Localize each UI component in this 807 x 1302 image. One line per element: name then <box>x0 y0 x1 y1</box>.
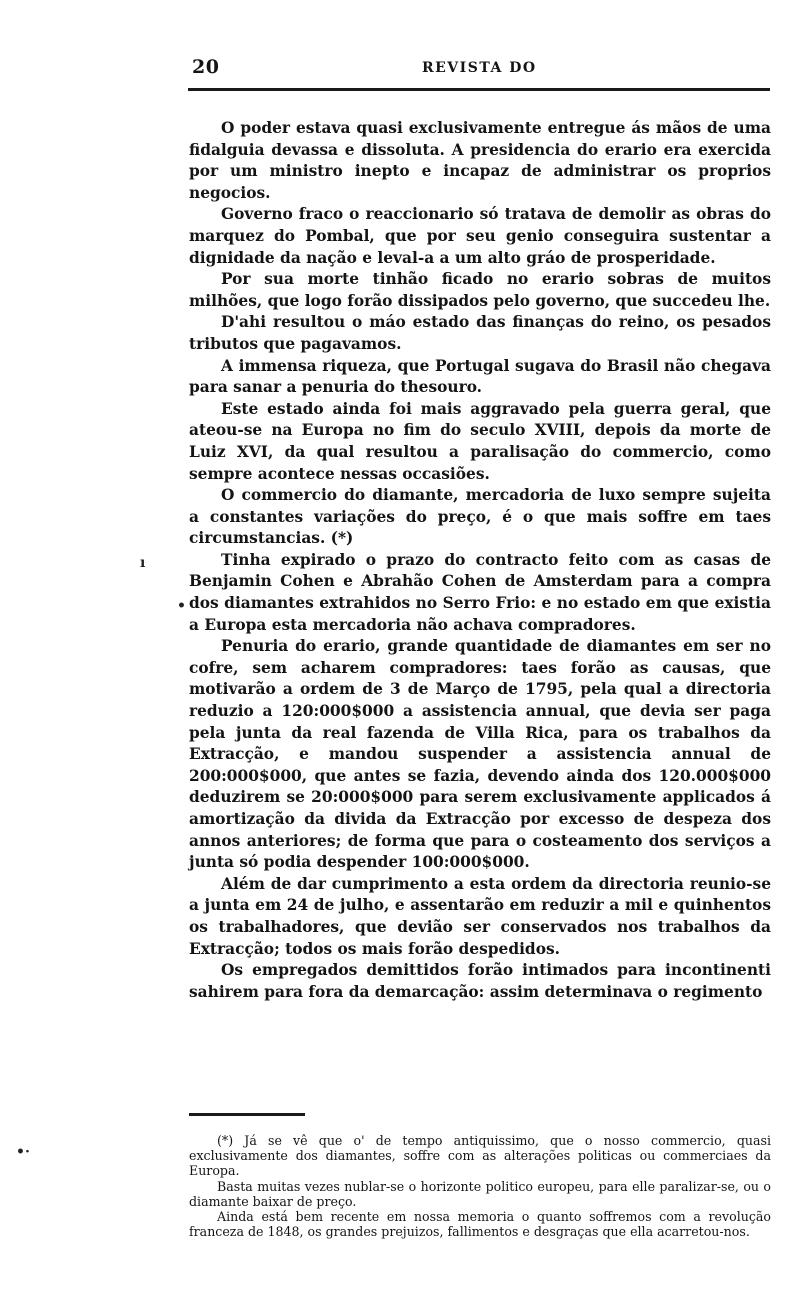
margin-mark: •· <box>16 1144 30 1160</box>
paragraph: Além de dar cumprimento a esta ordem da directoria reunio-se a junta em 24 de julho, e assentarão em reduzir a mil e quinhentos os trabalhadores, que devião ser conservados nos trabalhos da Extracção; todos os mais forão despedidos. <box>189 874 771 958</box>
footnote: Basta muitas vezes nublar-se o horizonte politico europeu, para elle paralizar-se, ou o diamante baixar de preço. <box>189 1178 771 1209</box>
paragraph: Por sua morte tinhão ficado no erario sobras de muitos milhões, que logo forão dissipados pelo governo, que succedeu lhe. <box>189 270 771 310</box>
page-number: 20 <box>192 56 220 78</box>
margin-mark: ı <box>140 555 146 571</box>
margin-mark: • <box>177 598 186 614</box>
running-head: REVISTA DO <box>422 60 537 76</box>
footnote: (*) Já se vê que o' de tempo antiquissimo, que o nosso commercio, quasi exclusivamente dos diamantes, soffre com as alterações politicas ou commerciaes da Europa. <box>189 1133 771 1179</box>
footnotes <box>189 1133 771 1239</box>
paragraph: A immensa riqueza, que Portugal sugava do Brasil não chegava para sanar a penuria do thesouro. <box>189 356 771 397</box>
page-header <box>190 56 768 84</box>
paragraph: D'ahi resultou o máo estado das finanças do reino, os pesados tributos que pagavamos. <box>189 313 771 353</box>
footnote: Ainda está bem recente em nossa memoria o quanto soffremos com a revolução franceza de 1848, os grandes prejuizos, fallimentos e desgraças que ella acarretou-nos. <box>189 1209 771 1240</box>
paragraph: Tinha expirado o prazo do contracto feito com as casas de Benjamin Cohen e Abrahão Cohen de Amsterdam para a compra dos diamantes extrahidos no Serro Frio: e no estado em que existia a Europa esta mercadoria não achava compradores. <box>189 550 771 634</box>
paragraph: Penuria do erario, grande quantidade de diamantes em ser no cofre, sem acharem compradores: taes forão as causas, que motivarão a ordem de 3 de Março de 1795, pela qual a directoria reduzio a 120:000$000 a assistencia annual, que devia ser paga pela junta da real fazenda de Villa Rica, para os trabalhos da Extracção, e mandou suspender a assistencia annual de 200:000$000, que antes se fazia, devendo ainda dos 120.000$000 deduzirem se 20:000$000 para serem exclusivamente applicados á amortização da divida da Extracção por excesso de despeza dos annos anteriores; de forma que para o costeamento dos serviços a junta só podia despender 100:000$000. <box>189 637 771 872</box>
paragraph: Governo fraco o reaccionario só tratava de demolir as obras do marquez do Pombal, que por seu genio conseguira sustentar a dignidade da nação e leval-a a um alto gráo de prosperidade. <box>189 205 771 267</box>
paragraph: O commercio do diamante, mercadoria de luxo sempre sujeita a constantes variações do preço, é o que mais soffre em taes circumstancias. (*) <box>189 486 771 548</box>
footnote-rule <box>189 1113 305 1116</box>
body-text <box>189 118 771 1003</box>
paragraph: O poder estava quasi exclusivamente entregue ás mãos de uma fidalguia devassa e dissoluta. A presidencia do erario era exercida por um ministro inepto e incapaz de administrar os proprios negocios. <box>189 119 771 202</box>
paragraph: Os empregados demittidos forão intimados para incontinenti sahirem para fora da demarcação: assim determinava o regimento <box>189 961 771 1001</box>
paragraph: Este estado ainda foi mais aggravado pela guerra geral, que ateou-se na Europa no fim do seculo XVIII, depois da morte de Luiz XVI, da qual resultou a paralisação do commercio, como sempre acontece nessas occasiões. <box>189 399 771 483</box>
header-rule <box>188 88 770 91</box>
